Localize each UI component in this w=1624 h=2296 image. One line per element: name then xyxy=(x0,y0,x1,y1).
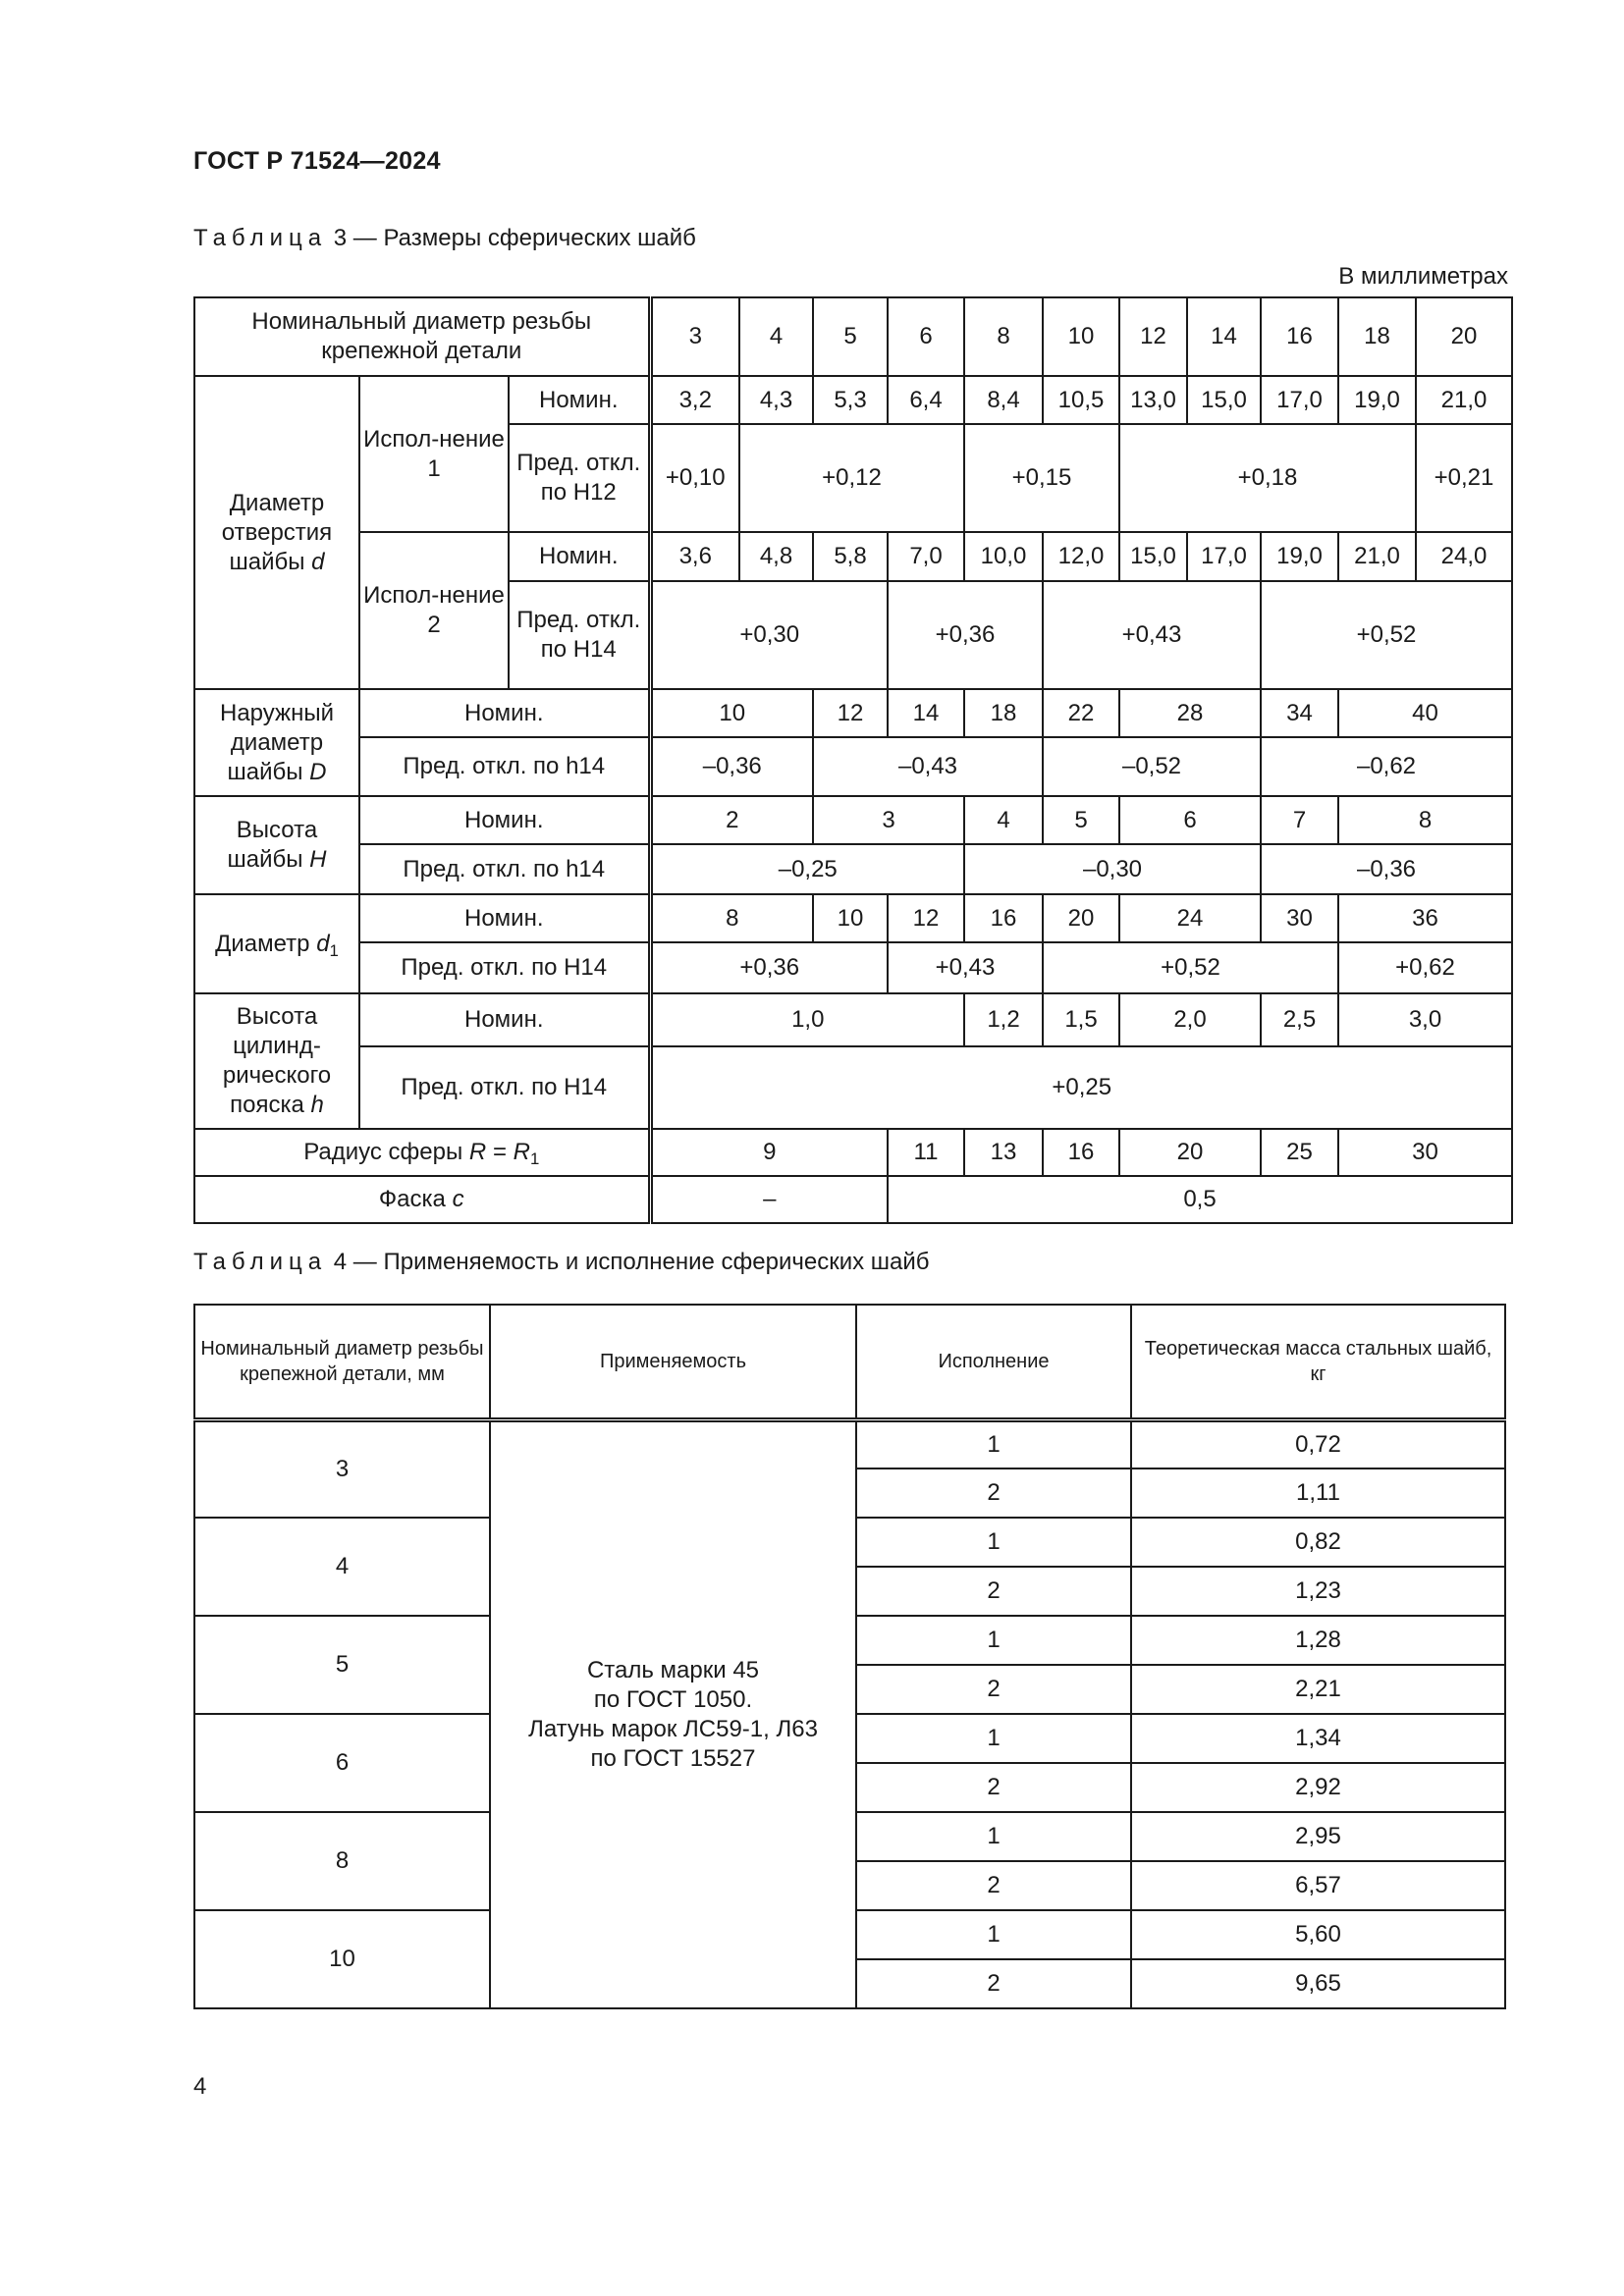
t4-version: 2 xyxy=(856,1959,1131,2008)
t3-size: 4 xyxy=(739,297,813,376)
t3-cell: +0,18 xyxy=(1119,424,1416,532)
t3-cell: 30 xyxy=(1338,1129,1512,1176)
t4-mass: 5,60 xyxy=(1131,1910,1505,1959)
table4-caption xyxy=(193,1249,930,1276)
t3-nom-label: Номин. xyxy=(359,796,650,844)
t3-tol-label: Пред. откл. по h14 xyxy=(359,844,650,894)
t4-mass: 6,57 xyxy=(1131,1861,1505,1910)
t4-size: 8 xyxy=(194,1812,490,1910)
t3-size: 8 xyxy=(964,297,1043,376)
t3-cell: –0,25 xyxy=(650,844,964,894)
t3-cell: 24,0 xyxy=(1416,532,1512,581)
t3-cell: 19,0 xyxy=(1338,376,1416,424)
t3-cell: 8 xyxy=(1338,796,1512,844)
t3-height-label: Высота шайбы H xyxy=(194,796,359,894)
t3-cell: 7,0 xyxy=(888,532,964,581)
t3-cell: 36 xyxy=(1338,894,1512,942)
t3-cell: 24 xyxy=(1119,894,1261,942)
t4-size: 4 xyxy=(194,1518,490,1616)
table-3-washer-dimensions xyxy=(193,296,1513,1224)
table-4-washer-applicability xyxy=(193,1304,1506,2009)
t3-d1-label: Диаметр $d_1$ xyxy=(194,894,359,993)
t4-header-mass: Теоретическая масса стальных шайб, кг xyxy=(1131,1305,1505,1419)
t3-tol-label: Пред. откл. по H14 xyxy=(509,581,650,689)
t3-nom-label: Номин. xyxy=(359,689,650,737)
t4-mass: 0,72 xyxy=(1131,1419,1505,1468)
t3-tol-label: Пред. откл. по h14 xyxy=(359,737,650,796)
t3-cell: 16 xyxy=(964,894,1043,942)
t4-version: 1 xyxy=(856,1419,1131,1468)
t3-cell: 10,0 xyxy=(964,532,1043,581)
t3-cell: 5,3 xyxy=(813,376,888,424)
table3-caption xyxy=(193,225,696,252)
t3-cell: 3 xyxy=(813,796,964,844)
t4-mass: 2,92 xyxy=(1131,1763,1505,1812)
t3-cell: +0,10 xyxy=(650,424,739,532)
t3-cell: 25 xyxy=(1261,1129,1338,1176)
document-header: ГОСТ Р 71524—2024 xyxy=(193,147,441,175)
t3-cell: 21,0 xyxy=(1416,376,1512,424)
t4-size: 5 xyxy=(194,1616,490,1714)
t3-cell: 20 xyxy=(1119,1129,1261,1176)
t3-cell: 8 xyxy=(650,894,813,942)
t3-size: 18 xyxy=(1338,297,1416,376)
t3-cell: +0,30 xyxy=(650,581,888,689)
t3-cell: 10 xyxy=(813,894,888,942)
t3-cell: 8,4 xyxy=(964,376,1043,424)
t3-cell: 5 xyxy=(1043,796,1119,844)
t4-applicability xyxy=(490,1419,856,2008)
t3-cell: 30 xyxy=(1261,894,1338,942)
t4-applicability-line: по ГОСТ 1050. xyxy=(593,1685,753,1713)
t4-mass: 2,95 xyxy=(1131,1812,1505,1861)
t4-version: 2 xyxy=(856,1567,1131,1616)
t4-mass: 1,11 xyxy=(1131,1468,1505,1518)
t3-cell: 19,0 xyxy=(1261,532,1338,581)
t4-applicability-line: Латунь марок ЛС59-1, Л63 xyxy=(528,1715,818,1742)
t4-version: 1 xyxy=(856,1812,1131,1861)
t3-v1-label: Испол-нение 1 xyxy=(359,376,509,532)
t3-cell: 34 xyxy=(1261,689,1338,737)
t3-cell: 1,2 xyxy=(964,993,1043,1046)
t4-mass: 0,82 xyxy=(1131,1518,1505,1567)
t3-cell: 12 xyxy=(888,894,964,942)
t4-version: 1 xyxy=(856,1714,1131,1763)
t3-cell: 21,0 xyxy=(1338,532,1416,581)
table4-title: 4 — Применяемость и исполнение сферических шайб xyxy=(333,1249,930,1275)
t3-cell: +0,43 xyxy=(888,942,1043,993)
t3-cell: +0,36 xyxy=(888,581,1043,689)
t3-cell: 13 xyxy=(964,1129,1043,1176)
t4-version: 2 xyxy=(856,1665,1131,1714)
t3-chamfer-label: Фаска c xyxy=(194,1176,650,1223)
t3-hole-label: Диаметр отверстия шайбы d xyxy=(194,376,359,689)
t3-cell: +0,12 xyxy=(739,424,964,532)
t3-cell: 6 xyxy=(1119,796,1261,844)
t3-cell: 3,0 xyxy=(1338,993,1512,1046)
t3-cell: 12,0 xyxy=(1043,532,1119,581)
t3-cell: 15,0 xyxy=(1119,532,1187,581)
t4-applicability-line: Сталь марки 45 xyxy=(586,1656,760,1683)
t3-cell: 12 xyxy=(813,689,888,737)
t3-cell: 4,3 xyxy=(739,376,813,424)
t3-cell: +0,52 xyxy=(1261,581,1512,689)
t4-version: 1 xyxy=(856,1616,1131,1665)
t3-cell: 40 xyxy=(1338,689,1512,737)
t3-cell: +0,36 xyxy=(650,942,888,993)
t3-cell: 18 xyxy=(964,689,1043,737)
t3-cell: –0,62 xyxy=(1261,737,1512,796)
t3-size: 5 xyxy=(813,297,888,376)
t4-mass: 1,28 xyxy=(1131,1616,1505,1665)
units-note: В миллиметрах xyxy=(1338,263,1508,290)
t3-cell: 10 xyxy=(650,689,813,737)
t3-size: 6 xyxy=(888,297,964,376)
t3-outer-label: Наружный диаметр шайбы D xyxy=(194,689,359,796)
t3-cell: +0,25 xyxy=(650,1046,1512,1129)
t4-size: 3 xyxy=(194,1419,490,1518)
t3-radius-label: Радиус сферы $R = R_1$ xyxy=(194,1129,650,1176)
t3-cell: 17,0 xyxy=(1187,532,1261,581)
t3-cell: –0,30 xyxy=(964,844,1261,894)
t3-cell: –0,36 xyxy=(650,737,813,796)
t3-cell: 2 xyxy=(650,796,813,844)
t3-cell: – xyxy=(650,1176,888,1223)
t3-cell: –0,52 xyxy=(1043,737,1261,796)
t4-size: 6 xyxy=(194,1714,490,1812)
t3-cell: 4 xyxy=(964,796,1043,844)
t3-cell: 20 xyxy=(1043,894,1119,942)
table4-label: Таблица xyxy=(193,1249,328,1275)
t3-cell: +0,43 xyxy=(1043,581,1261,689)
t3-cell: 1,5 xyxy=(1043,993,1119,1046)
t3-cell: 11 xyxy=(888,1129,964,1176)
t3-cell: 7 xyxy=(1261,796,1338,844)
t4-version: 2 xyxy=(856,1468,1131,1518)
t3-nom-label: Номин. xyxy=(509,532,650,581)
t4-mass: 2,21 xyxy=(1131,1665,1505,1714)
t3-cell: 1,0 xyxy=(650,993,964,1046)
t3-tol-label: Пред. откл. по H14 xyxy=(359,942,650,993)
t3-cell: 16 xyxy=(1043,1129,1119,1176)
t3-cell: +0,52 xyxy=(1043,942,1338,993)
t3-nom-label: Номин. xyxy=(359,993,650,1046)
t3-cell: 9 xyxy=(650,1129,888,1176)
t4-mass: 1,34 xyxy=(1131,1714,1505,1763)
t3-cell: 0,5 xyxy=(888,1176,1512,1223)
t4-version: 2 xyxy=(856,1763,1131,1812)
t3-cell: 2,0 xyxy=(1119,993,1261,1046)
t3-cell: 22 xyxy=(1043,689,1119,737)
t3-cell: 4,8 xyxy=(739,532,813,581)
t3-cell: 14 xyxy=(888,689,964,737)
t3-nom-label: Номин. xyxy=(509,376,650,424)
t3-cell: –0,43 xyxy=(813,737,1043,796)
t3-cell: +0,21 xyxy=(1416,424,1512,532)
t3-size: 12 xyxy=(1119,297,1187,376)
t3-cell: 28 xyxy=(1119,689,1261,737)
t4-header-version: Исполнение xyxy=(856,1305,1131,1419)
t3-cell: +0,15 xyxy=(964,424,1119,532)
t3-v2-label: Испол-нение 2 xyxy=(359,532,509,689)
t3-cell: 3,6 xyxy=(650,532,739,581)
page-number: 4 xyxy=(193,2073,207,2100)
t3-head-label: Номинальный диаметр резьбы крепежной детали xyxy=(194,297,650,376)
t3-cell: +0,62 xyxy=(1338,942,1512,993)
t3-belt-label: Высота цилинд-рического пояска h xyxy=(194,993,359,1129)
t4-size: 10 xyxy=(194,1910,490,2008)
t3-cell: 2,5 xyxy=(1261,993,1338,1046)
t3-cell: –0,36 xyxy=(1261,844,1512,894)
t3-cell: 3,2 xyxy=(650,376,739,424)
t3-size: 10 xyxy=(1043,297,1119,376)
t3-size: 3 xyxy=(650,297,739,376)
t3-cell: 6,4 xyxy=(888,376,964,424)
t4-mass: 9,65 xyxy=(1131,1959,1505,2008)
t3-size: 14 xyxy=(1187,297,1261,376)
t4-applicability-line: по ГОСТ 15527 xyxy=(590,1744,756,1772)
t4-version: 1 xyxy=(856,1910,1131,1959)
table3-label: Таблица xyxy=(193,225,328,251)
t4-version: 2 xyxy=(856,1861,1131,1910)
t3-tol-label: Пред. откл. по H14 xyxy=(359,1046,650,1129)
t3-cell: 17,0 xyxy=(1261,376,1338,424)
t4-header-applicability: Применяемость xyxy=(490,1305,856,1419)
t3-cell: 5,8 xyxy=(813,532,888,581)
table3-title: 3 — Размеры сферических шайб xyxy=(333,225,696,251)
t3-cell: 13,0 xyxy=(1119,376,1187,424)
t3-tol-label: Пред. откл. по H12 xyxy=(509,424,650,532)
t3-size: 20 xyxy=(1416,297,1512,376)
t3-nom-label: Номин. xyxy=(359,894,650,942)
t3-size: 16 xyxy=(1261,297,1338,376)
t4-header-size: Номинальный диаметр резьбы крепежной детали, мм xyxy=(194,1305,490,1419)
t4-version: 1 xyxy=(856,1518,1131,1567)
t3-cell: 15,0 xyxy=(1187,376,1261,424)
t4-mass: 1,23 xyxy=(1131,1567,1505,1616)
t3-cell: 10,5 xyxy=(1043,376,1119,424)
